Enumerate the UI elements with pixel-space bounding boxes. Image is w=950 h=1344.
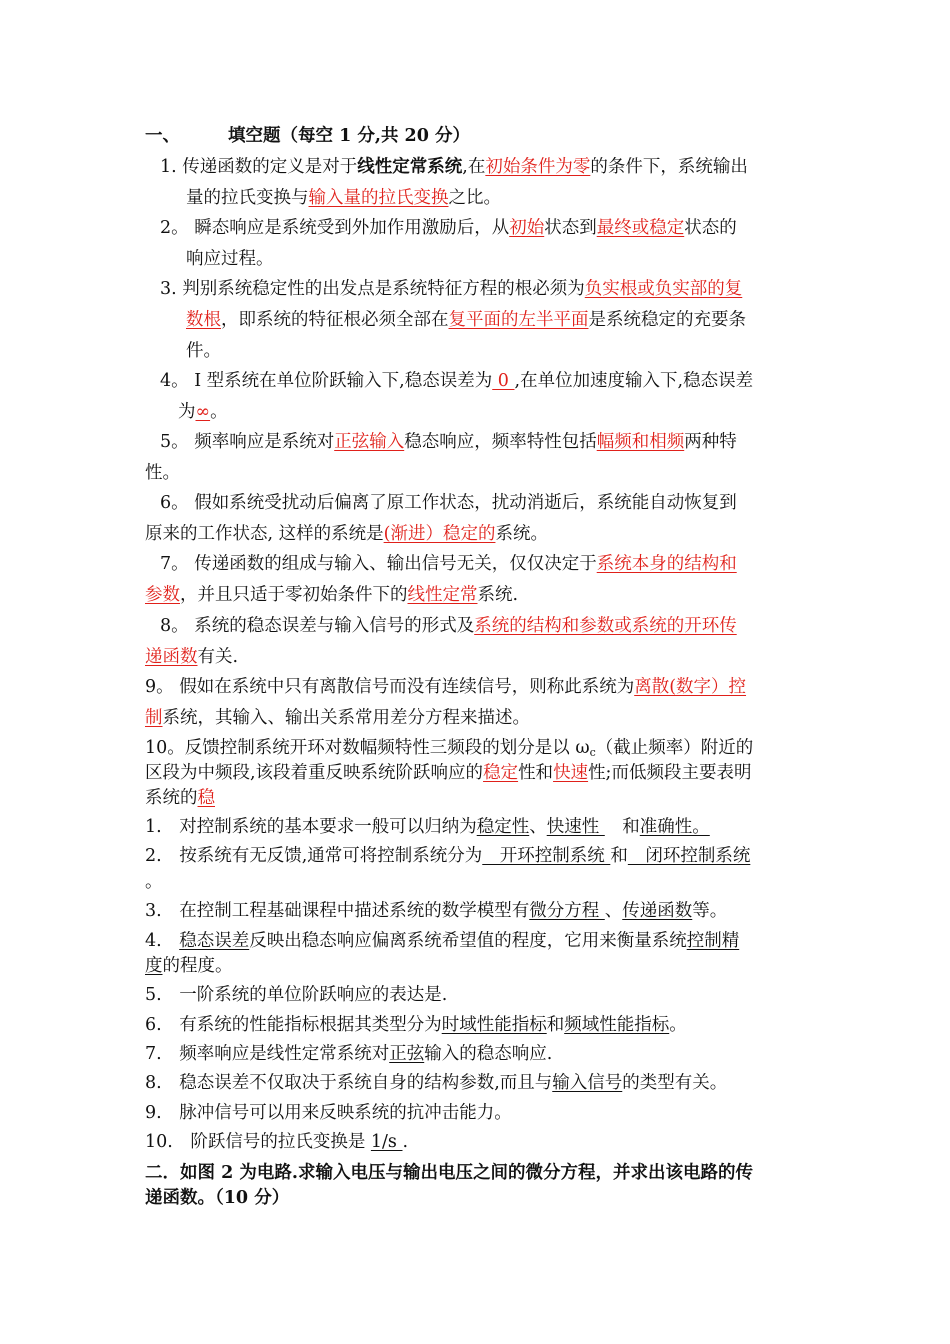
q8-line1 <box>160 614 737 638</box>
q4-text-f: 。 <box>210 402 228 422</box>
q9-answer-1b: 制 <box>145 708 163 728</box>
q9-text-a: 9。 假如在系统中只有离散信号而没有连续信号，则称此系统为 <box>145 677 635 697</box>
q5-text-e: 两种特 <box>684 432 737 452</box>
q8-answer-1a: 系统的结构和参数或系统的开环传 <box>474 616 737 636</box>
r9-text-a: 9. 脉冲信号可以用来反映系统的抗冲击能力。 <box>145 1103 512 1123</box>
q5-answer-2: 幅频和相频 <box>596 432 685 452</box>
section-1-title: 填空题（每空 1 分,共 20 分） <box>228 126 470 146</box>
r5-line <box>145 983 447 1007</box>
r1-answer-2: 快速性 <box>546 817 605 837</box>
q6-answer-1: (渐进）稳定的 <box>383 524 496 544</box>
q5-line1 <box>160 430 737 454</box>
q4-answer-1: 0 <box>492 371 515 391</box>
r8-line <box>145 1071 727 1095</box>
r2-line2 <box>145 870 163 894</box>
q5-text-c: 稳态响应，频率特性包括 <box>404 432 597 452</box>
r10-text-c: . <box>402 1132 409 1152</box>
q3-text-a: 3. 判别系统稳定性的出发点是系统特征方程的根必须为 <box>160 279 585 299</box>
r3-text-e: 等。 <box>692 901 728 921</box>
q4-line2 <box>178 400 228 424</box>
r4-answer-1: 稳态误差 <box>179 931 250 951</box>
q7-answer-1b: 参数 <box>145 585 180 605</box>
r4-text-c: 反映出稳态响应偏离系统希望值的程度，它用来衡量系统 <box>249 931 687 951</box>
q1-text-h: 之比。 <box>448 188 501 208</box>
q2-answer-2: 最终或稳定 <box>596 218 685 238</box>
q2-text-f: 响应过程。 <box>186 249 274 269</box>
q6-text-a: 6。 假如系统受扰动后偏离了原工作状态，扰动消逝后，系统能自动恢复到 <box>160 493 737 513</box>
r1-line <box>145 815 710 839</box>
q2-text-a: 2。 瞬态响应是系统受到外加作用激励后，从 <box>160 218 510 238</box>
q6-line1 <box>160 491 737 515</box>
q1-answer-1: 初始条件为零 <box>485 157 591 177</box>
q4-line1 <box>160 369 753 393</box>
q8-text-a: 8。 系统的稳态误差与输入信号的形式及 <box>160 616 475 636</box>
q2-line2 <box>186 247 274 271</box>
q4-text-a: 4。 I 型系统在单位阶跃输入下,稳态误差为 <box>160 371 493 391</box>
section-2-title-2: 递函数。（10 分） <box>145 1188 290 1208</box>
q6-text-b: 原来的工作状态, 这样的系统是 <box>145 524 384 544</box>
section-1-number: 一、 <box>145 126 180 146</box>
q10-text-b: （截止频率）附近的 <box>595 738 754 758</box>
q10-text-e: 性和 <box>518 763 554 783</box>
q7-text-a: 7。 传递函数的组成与输入、输出信号无关，仅仅决定于 <box>160 554 597 574</box>
q3-line3 <box>186 339 221 363</box>
r2-text-e: 。 <box>145 872 163 892</box>
r7-text-c: 输入的稳态响应. <box>424 1044 553 1064</box>
r2-text-a: 2. 按系统有无反馈,通常可将控制系统分为 <box>145 846 483 866</box>
q2-text-e: 状态的 <box>684 218 737 238</box>
r6-answer-1: 时域性能指标 <box>441 1015 547 1035</box>
q4-text-d: 为 <box>178 402 196 422</box>
q10-answer-3: 稳 <box>197 788 215 808</box>
q5-text-a: 5。 频率响应是系统对 <box>160 432 335 452</box>
section-2-line1 <box>145 1161 753 1185</box>
q7-answer-2: 线性定常 <box>407 585 478 605</box>
q1-line2 <box>186 186 501 210</box>
q10-text-c: 区段为中频段,该段着重反映系统阶跃响应的 <box>145 763 484 783</box>
q10-text-g: 性;而低频段主要表明 <box>588 763 752 783</box>
q8-answer-1b: 递函数 <box>145 647 198 667</box>
r6-text-e: 。 <box>669 1015 687 1035</box>
q9-text-d: 系统，其输入、输出关系常用差分方程来描述。 <box>162 708 530 728</box>
r3-answer-1: 微分方程 <box>529 901 605 921</box>
q1-line1 <box>160 155 748 179</box>
q9-line1 <box>145 675 746 699</box>
q7-line2 <box>145 583 518 607</box>
r8-text-c: 的类型有关。 <box>622 1073 728 1093</box>
q10-answer-1: 稳定 <box>483 763 519 783</box>
r6-line <box>145 1013 687 1037</box>
q4-answer-2: ∞ <box>195 402 211 422</box>
section-2-title-1: 二．如图 2 为电路.求输入电压与输出电压之间的微分方程，并求出该电路的传 <box>145 1163 753 1183</box>
r4-answer-2b: 度 <box>145 956 163 976</box>
q3-answer-1a: 负实根或负实部的复 <box>584 279 743 299</box>
section-2-line2 <box>145 1186 289 1210</box>
q5-line2 <box>145 461 180 485</box>
q8-line2 <box>145 645 238 669</box>
r10-answer-1: 1/s <box>370 1132 403 1152</box>
r3-answer-2: 传递函数 <box>622 901 693 921</box>
r1-text-a: 1. 对控制系统的基本要求一般可以归纳为 <box>145 817 477 837</box>
q1-text-c: ,在 <box>462 157 486 177</box>
r4-line1 <box>145 929 739 953</box>
q2-line1 <box>160 216 737 240</box>
q3-answer-1b: 数根 <box>186 310 221 330</box>
q10-line3 <box>145 786 215 810</box>
r1-answer-1: 稳定性 <box>476 817 530 837</box>
r4-answer-2a: 控制精 <box>686 931 740 951</box>
q5-text-f: 性。 <box>145 463 180 483</box>
r2-answer-2: 闭环控制系统 <box>627 846 751 866</box>
r5-text-a: 5. 一阶系统的单位阶跃响应的表达是. <box>145 985 448 1005</box>
r8-answer-1: 输入信号 <box>552 1073 623 1093</box>
q4-text-c: ,在单位加速度输入下,稳态误差 <box>514 371 754 391</box>
q3-line1 <box>160 277 742 301</box>
r1-answer-3: 准确性。 <box>639 817 710 837</box>
q10-subscript: c <box>589 746 596 759</box>
q10-answer-2: 快速 <box>553 763 589 783</box>
q7-text-d: ，并且只适于零初始条件下的 <box>180 585 408 605</box>
q7-answer-1a: 系统本身的结构和 <box>596 554 737 574</box>
q6-text-d: 系统。 <box>495 524 548 544</box>
q3-text-g: 件。 <box>186 341 221 361</box>
r7-answer-1: 正弦 <box>389 1044 425 1064</box>
q1-text-e: 的条件下，系统输出 <box>590 157 748 177</box>
q2-text-c: 状态到 <box>544 218 597 238</box>
q10-line2 <box>145 761 751 785</box>
q1-text-f: 量的拉氏变换与 <box>186 188 309 208</box>
q7-line1 <box>160 552 737 576</box>
r1-text-c: 、 <box>529 817 547 837</box>
r2-answer-1: 开环控制系统 <box>482 846 611 866</box>
q3-answer-2: 复平面的左半平面 <box>448 310 589 330</box>
q10-text-h: 系统的 <box>145 788 198 808</box>
q7-text-f: 系统. <box>477 585 519 605</box>
r3-text-c: 、 <box>604 901 623 921</box>
r4-line2 <box>145 954 233 978</box>
q9-line2 <box>145 706 530 730</box>
r4-text-f: 的程度。 <box>162 956 233 976</box>
r7-text-a: 7. 频率响应是线性定常系统对 <box>145 1044 390 1064</box>
r6-text-c: 和 <box>546 1015 565 1035</box>
q1-answer-2: 输入量的拉氏变换 <box>308 188 449 208</box>
r6-answer-2: 频域性能指标 <box>564 1015 670 1035</box>
q10-text-a: 10。反馈控制系统开环对数幅频特性三频段的划分是以 ω <box>145 738 590 758</box>
q5-answer-1: 正弦输入 <box>334 432 405 452</box>
q3-text-d: ，即系统的特征根必须全部在 <box>221 310 449 330</box>
r10-line <box>145 1130 408 1154</box>
r9-line <box>145 1101 512 1125</box>
q6-line2 <box>145 522 548 546</box>
q1-text-a: 1. 传递函数的定义是对于 <box>160 157 358 177</box>
r6-text-a: 6. 有系统的性能指标根据其类型分为 <box>145 1015 442 1035</box>
q9-answer-1a: 离散(数字）控 <box>634 677 747 697</box>
q2-answer-1: 初始 <box>509 218 545 238</box>
r1-text-e: 和 <box>604 817 640 837</box>
r4-text-a: 4. <box>145 931 180 951</box>
q3-line2 <box>186 308 746 332</box>
r2-text-c: 和 <box>610 846 628 866</box>
r3-line <box>145 899 727 923</box>
r3-text-a: 3. 在控制工程基础课程中描述系统的数学模型有 <box>145 901 530 921</box>
r7-line <box>145 1042 552 1066</box>
q3-text-f: 是系统稳定的充要条 <box>588 310 746 330</box>
r10-text-a: 10. 阶跃信号的拉氏变换是 <box>145 1132 371 1152</box>
q8-text-d: 有关. <box>197 647 239 667</box>
q1-bold: 线性定常系统 <box>357 157 463 177</box>
section-1-heading <box>145 124 470 148</box>
r8-text-a: 8. 稳态误差不仅取决于系统自身的结构参数,而且与 <box>145 1073 553 1093</box>
r2-line1 <box>145 844 750 868</box>
